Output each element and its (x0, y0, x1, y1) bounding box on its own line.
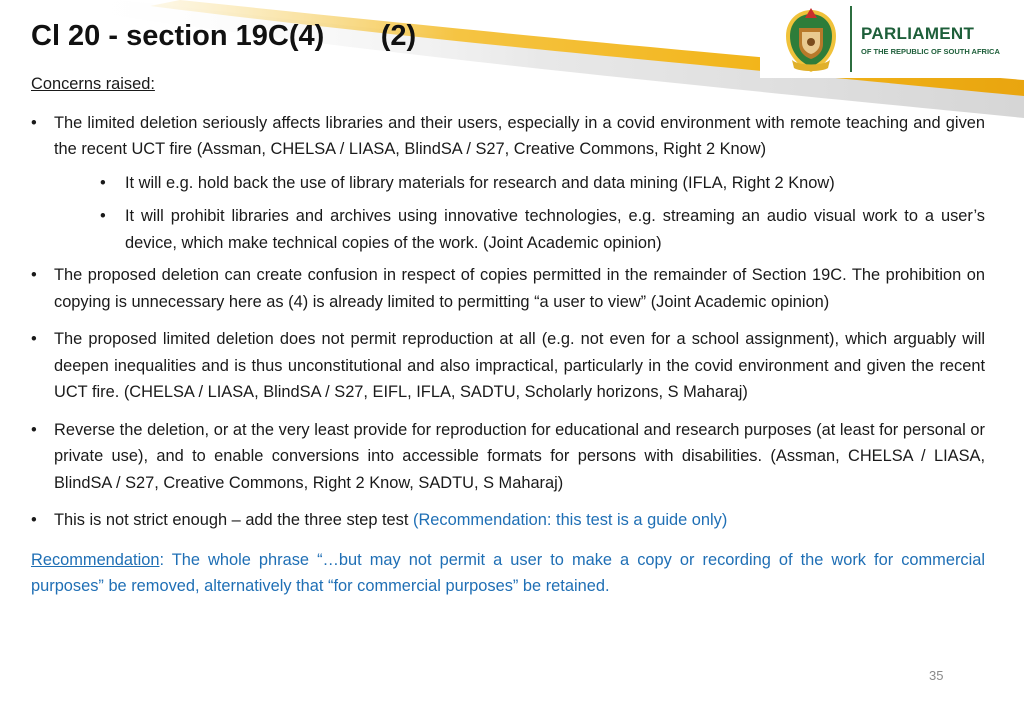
list-item-text: Reverse the deletion, or at the very least provide for reproduction for educational and research purposes (at least for personal or private use), and to enable conversions into accessible formats for persons with disabilities. (Assman, CHELSA / LIASA, BlindSA / S27, Creative Commons, Right 2 Know, SADTU, S Maharaj) (54, 420, 985, 492)
bullet-icon: • (31, 113, 37, 132)
recommendation (31, 547, 985, 600)
sub-list-item-text: It will prohibit libraries and archives using innovative technologies, e.g. streaming an audio visual work to a user’s device, which make technical copies of the work. (Joint Academic opinion) (125, 207, 985, 252)
org-name: PARLIAMENT (861, 24, 975, 43)
page-number: 35 (929, 668, 944, 683)
list-item (31, 417, 985, 497)
list-item (31, 262, 985, 315)
list-item-text: This is not strict enough – add the three step test (54, 511, 413, 529)
list-item (31, 507, 985, 534)
list-item (31, 326, 985, 406)
bullet-icon: • (31, 266, 37, 284)
list-item-text: The proposed limited deletion does not permit reproduction at all (e.g. not even for a school assignment), which arguably will deepen inequalities and is thus unconstitutional and also impractical, particularly in the covid environment and given the recent UCT fire. (CHELSA / LIASA, BlindSA / S27, EIFL, IFLA, SADTU, Scholarly horizons, S Maharaj) (54, 330, 985, 401)
sub-list-item (54, 170, 985, 197)
coat-of-arms-icon (778, 4, 844, 76)
bullet-icon: • (100, 173, 106, 192)
sub-list-item-text: It will e.g. hold back the use of library materials for research and data mining (IFLA, Right 2 Know) (125, 173, 835, 192)
parliament-logo (778, 4, 1018, 76)
bullet-icon: • (31, 330, 37, 348)
slide-body (31, 71, 985, 600)
recommendation-label: Recommendation (31, 550, 160, 569)
recommendation-text: : The whole phrase “…but may not permit a user to make a copy or recording of the work for commercial purposes” be removed, alternatively that “for commercial purposes” be retained. (31, 550, 985, 595)
logo-divider (850, 6, 852, 72)
list-item (31, 110, 985, 257)
slide-title: Cl 20 - section 19C(4) (2) (31, 20, 417, 52)
org-subtitle: OF THE REPUBLIC OF SOUTH AFRICA (861, 47, 1000, 56)
section-heading: Concerns raised: (31, 75, 155, 93)
list-item-text: The proposed deletion can create confusion in respect of copies permitted in the remainder of Section 19C. The prohibition on copying is unnecessary here as (4) is already limited to permitting “a user to view” (Joint Academic opinion) (54, 266, 985, 311)
recommendation-note: (Recommendation: this test is a guide only) (412, 511, 728, 529)
sub-list-item (54, 203, 985, 256)
bullet-icon: • (31, 511, 37, 529)
list-item-text: The limited deletion seriously affects libraries and their users, especially in a covid environment with remote teaching and given the recent UCT fire (Assman, CHELSA / LIASA, BlindSA / S27, Creative Commons, Right 2 Know) (54, 113, 985, 158)
bullet-icon: • (31, 420, 37, 439)
bullet-icon: • (100, 207, 106, 225)
